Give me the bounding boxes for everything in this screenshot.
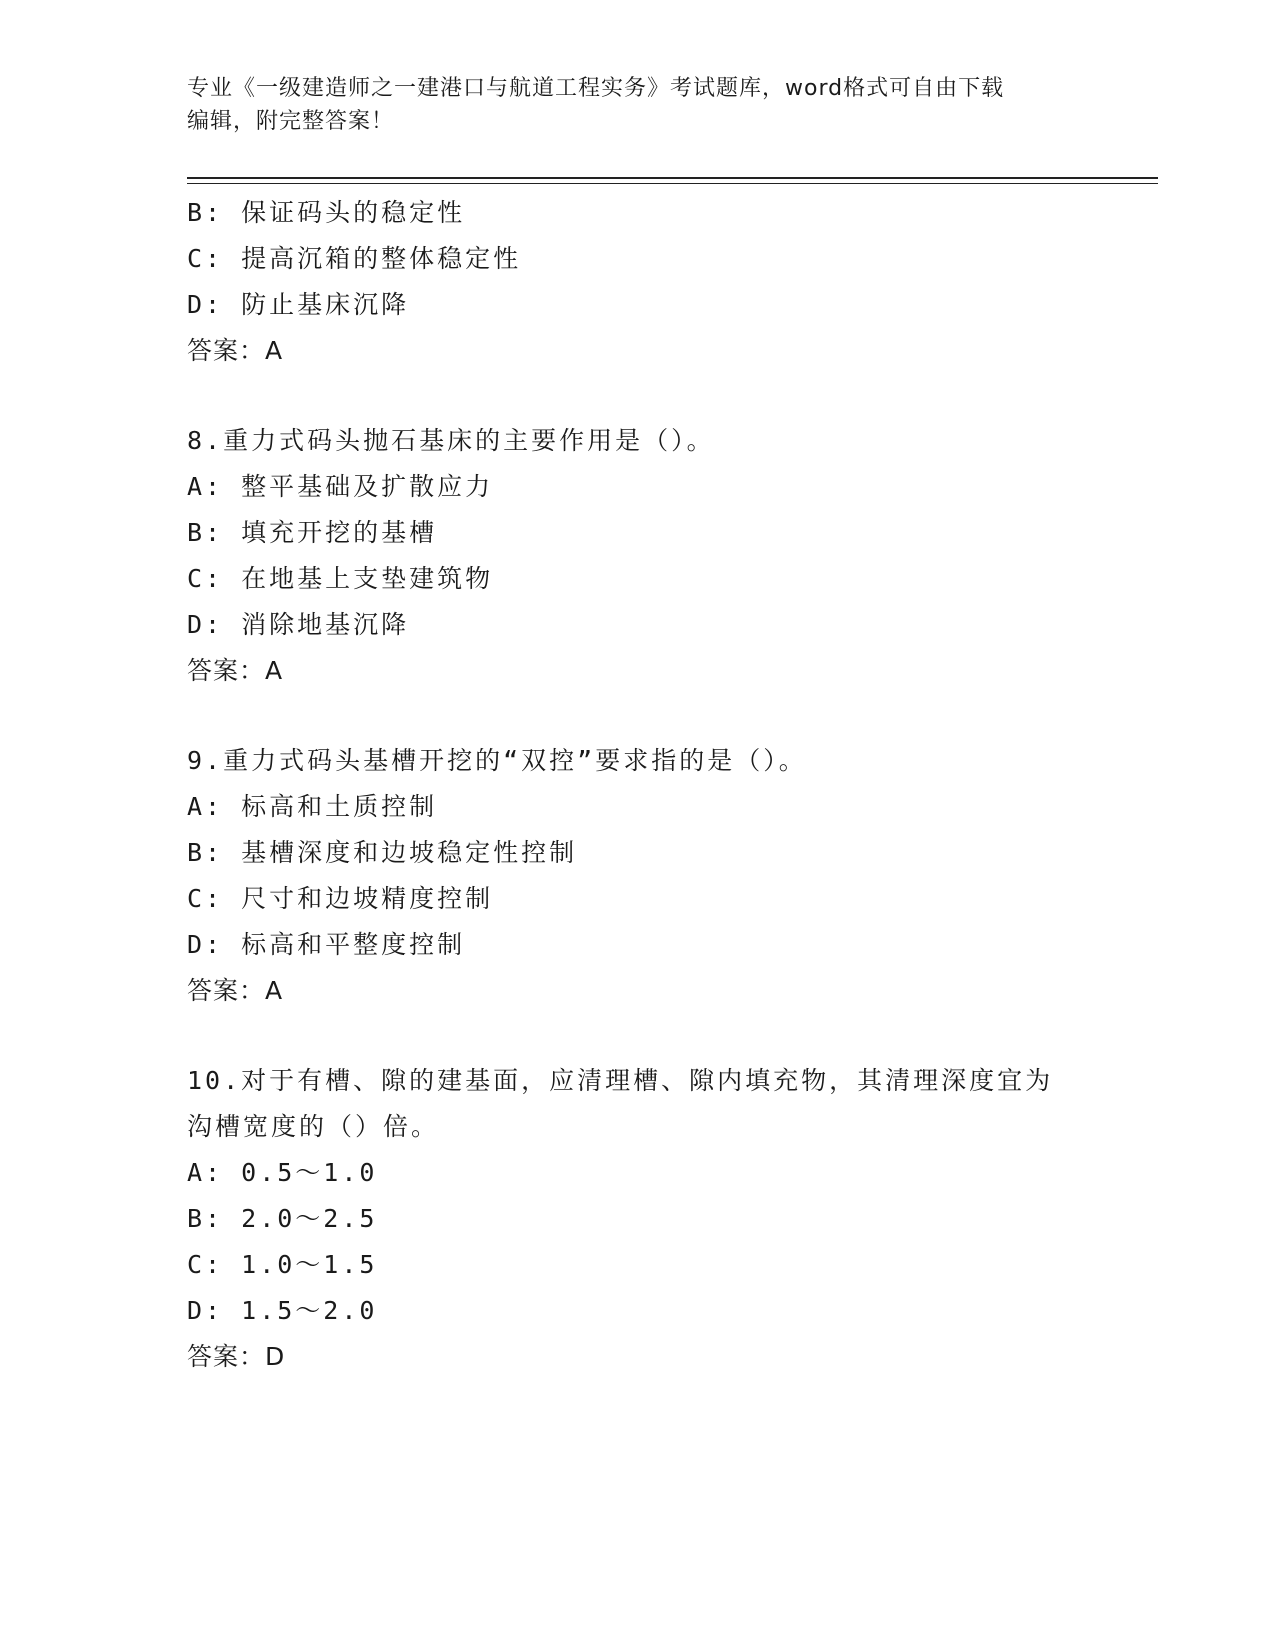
option-d: D: 1.5～2.0 [187,1296,378,1325]
option-b: B: 保证码头的稳定性 [187,198,466,227]
question-10 [187,1058,1137,1380]
answer-label: 答案：D [187,1342,286,1371]
option-c: C: 提高沉箱的整体稳定性 [187,244,522,273]
option-b: B: 基槽深度和边坡稳定性控制 [187,838,578,867]
header-line-2: 编辑，附完整答案！ [187,109,395,134]
header-divider-thick [187,177,1158,179]
question-9 [187,738,1137,1014]
question-text: 8.重力式码头抛石基床的主要作用是（）。 [187,426,715,455]
header-line-1: 专业《一级建造师之一建港口与航道工程实务》考试题库，word格式可自由下载 [187,76,1005,101]
option-b: B: 2.0～2.5 [187,1204,378,1233]
option-c: C: 1.0～1.5 [187,1250,378,1279]
answer-label: 答案：A [187,336,284,365]
header-divider-thin [187,183,1158,184]
option-d: D: 标高和平整度控制 [187,930,466,959]
question-text-line-2: 沟槽宽度的（）倍。 [187,1112,440,1141]
question-text: 9.重力式码头基槽开挖的“双控”要求指的是（）。 [187,746,807,775]
question-content [187,190,1137,1380]
option-c: C: 在地基上支垫建筑物 [187,564,494,593]
option-c: C: 尺寸和边坡精度控制 [187,884,494,913]
answer-label: 答案：A [187,976,284,1005]
option-d: D: 防止基床沉降 [187,290,410,319]
question-8 [187,418,1137,694]
option-a: A: 0.5～1.0 [187,1158,378,1187]
option-a: A: 整平基础及扩散应力 [187,472,494,501]
question-7-continuation [187,190,1137,374]
question-text-line-1: 10.对于有槽、隙的建基面，应清理槽、隙内填充物，其清理深度宜为 [187,1066,1054,1095]
option-d: D: 消除地基沉降 [187,610,410,639]
answer-label: 答案：A [187,656,284,685]
page-header [187,72,1087,138]
option-a: A: 标高和土质控制 [187,792,438,821]
option-b: B: 填充开挖的基槽 [187,518,438,547]
